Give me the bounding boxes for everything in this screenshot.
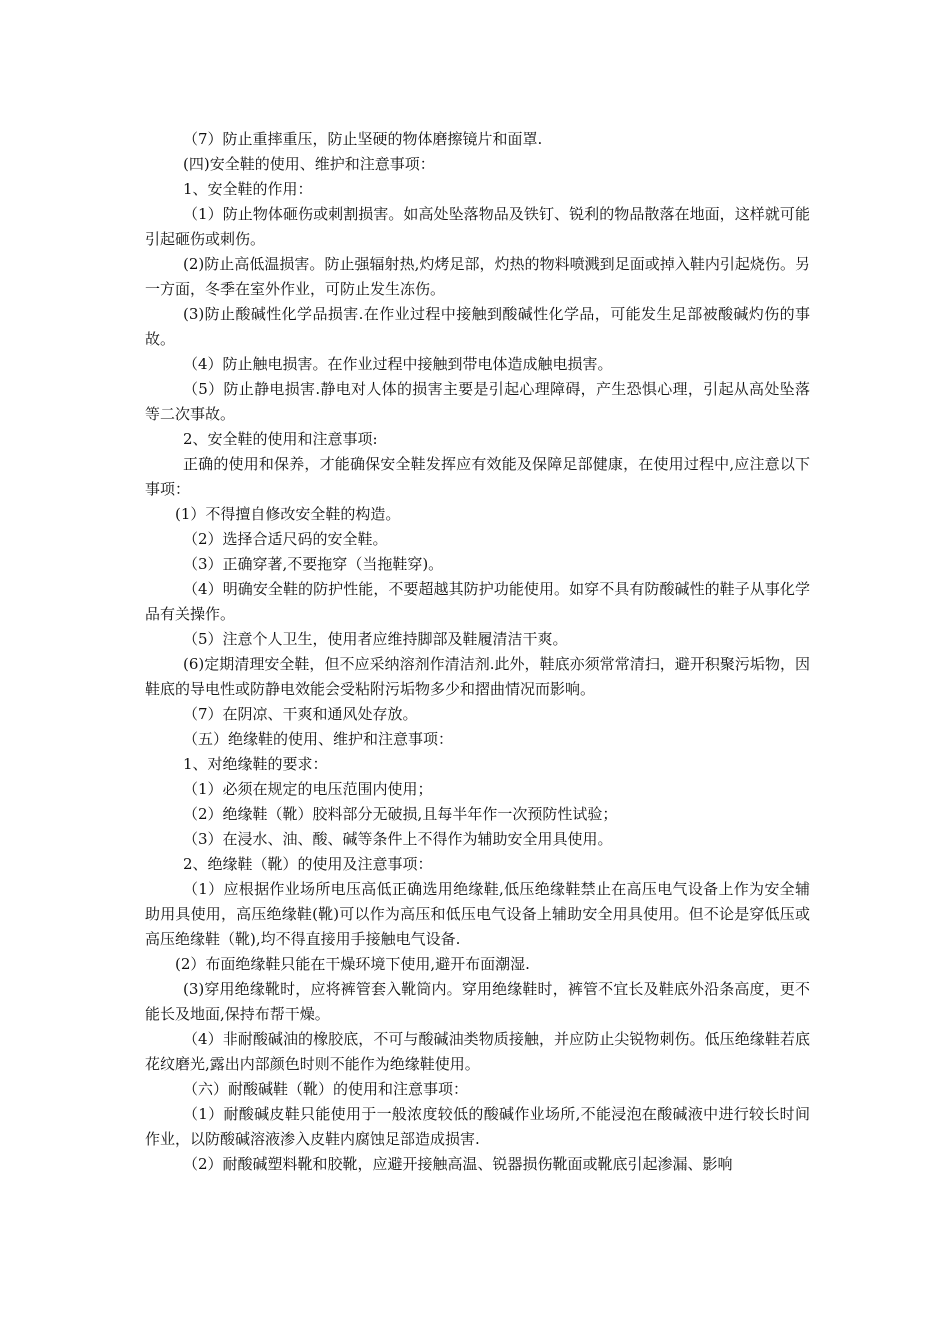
section-heading: (四)安全鞋的使用、维护和注意事项： bbox=[183, 155, 435, 173]
paragraph: （2）耐酸碱塑料靴和胶靴，应避开接触高温、锐器损伤靴面或靴底引起渗漏、影响 bbox=[183, 1155, 733, 1173]
subsection-heading: 2、安全鞋的使用和注意事项: bbox=[183, 430, 378, 448]
paragraph: （4）防止触电损害。在作业过程中接触到带电体造成触电损害。 bbox=[183, 355, 613, 373]
paragraph: (1）不得擅自修改安全鞋的构造。 bbox=[175, 505, 401, 523]
paragraph: （7）在阴凉、干爽和通风处存放。 bbox=[183, 705, 418, 723]
paragraph: （1）必须在规定的电压范围内使用； bbox=[183, 780, 433, 798]
paragraph: （2）选择合适尺码的安全鞋。 bbox=[183, 530, 388, 548]
paragraph: (3)穿用绝缘靴时，应将裤管套入靴筒内。穿用绝缘鞋时，裤管不宜长及鞋底外沿条高度，更不能长及地面,保持布帮干燥。 bbox=[145, 980, 810, 1023]
section-heading: （五）绝缘鞋的使用、维护和注意事项： bbox=[183, 730, 454, 748]
paragraph: （1）耐酸碱皮鞋只能使用于一般浓度较低的酸碱作业场所,不能浸泡在酸碱液中进行较长时间作业，以防酸碱溶液渗入皮鞋内腐蚀足部造成损害. bbox=[145, 1105, 810, 1148]
section-heading: （六）耐酸碱鞋（靴）的使用和注意事项： bbox=[183, 1080, 469, 1098]
paragraph: (6)定期清理安全鞋，但不应采纳溶剂作清洁剂.此外，鞋底亦须常常清扫，避开积聚污垢物，因鞋底的导电性或防静电效能会受粘附污垢物多少和摺曲情况而影响。 bbox=[145, 655, 810, 698]
paragraph: (2）布面绝缘鞋只能在干燥环境下使用,避开布面潮湿. bbox=[175, 955, 530, 973]
paragraph: （4）明确安全鞋的防护性能，不要超越其防护功能使用。如穿不具有防酸碱性的鞋子从事化学品有关操作。 bbox=[145, 580, 810, 623]
paragraph: （7）防止重摔重压，防止坚硬的物体磨擦镜片和面罩. bbox=[183, 130, 543, 148]
document-body bbox=[145, 127, 810, 1177]
paragraph: （1）应根据作业场所电压高低正确选用绝缘鞋,低压绝缘鞋禁止在高压电气设备上作为安全辅助用具使用，高压绝缘鞋(靴)可以作为高压和低压电气设备上辅助安全用具使用。但不论是穿低压或高压绝缘鞋（靴),均不得直接用手接触电气设备. bbox=[145, 880, 810, 948]
paragraph: （1）防止物体砸伤或刺割损害。如高处坠落物品及铁钉、锐利的物品散落在地面，这样就可能引起砸伤或刺伤。 bbox=[145, 205, 810, 248]
paragraph: (3)防止酸碱性化学品损害.在作业过程中接触到酸碱性化学品，可能发生足部被酸碱灼伤的事故。 bbox=[145, 305, 810, 348]
paragraph: （3）在浸水、油、酸、碱等条件上不得作为辅助安全用具使用。 bbox=[183, 830, 613, 848]
paragraph: （2）绝缘鞋（靴）胶料部分无破损,且每半年作一次预防性试验； bbox=[183, 805, 618, 823]
subsection-heading: 1、对绝缘鞋的要求： bbox=[183, 755, 328, 773]
paragraph: (2)防止高低温损害。防止强辐射热,灼烤足部，灼热的物料喷溅到足面或掉入鞋内引起烧伤。另一方面，冬季在室外作业，可防止发生冻伤。 bbox=[145, 255, 810, 298]
paragraph: （4）非耐酸碱油的橡胶底，不可与酸碱油类物质接触，并应防止尖锐物刺伤。低压绝缘鞋若底花纹磨光,露出内部颜色时则不能作为绝缘鞋使用。 bbox=[145, 1030, 810, 1073]
paragraph: （5）防止静电损害.静电对人体的损害主要是引起心理障碍，产生恐惧心理，引起从高处坠落等二次事故。 bbox=[145, 380, 810, 423]
paragraph: （3）正确穿著,不要拖穿（当拖鞋穿)。 bbox=[183, 555, 444, 573]
subsection-heading: 1、安全鞋的作用： bbox=[183, 180, 313, 198]
paragraph: 正确的使用和保养，才能确保安全鞋发挥应有效能及保障足部健康，在使用过程中,应注意以下事项： bbox=[145, 455, 810, 498]
paragraph: （5）注意个人卫生，使用者应维持脚部及鞋履清洁干爽。 bbox=[183, 630, 568, 648]
subsection-heading: 2、绝缘鞋（靴）的使用及注意事项： bbox=[183, 855, 433, 873]
